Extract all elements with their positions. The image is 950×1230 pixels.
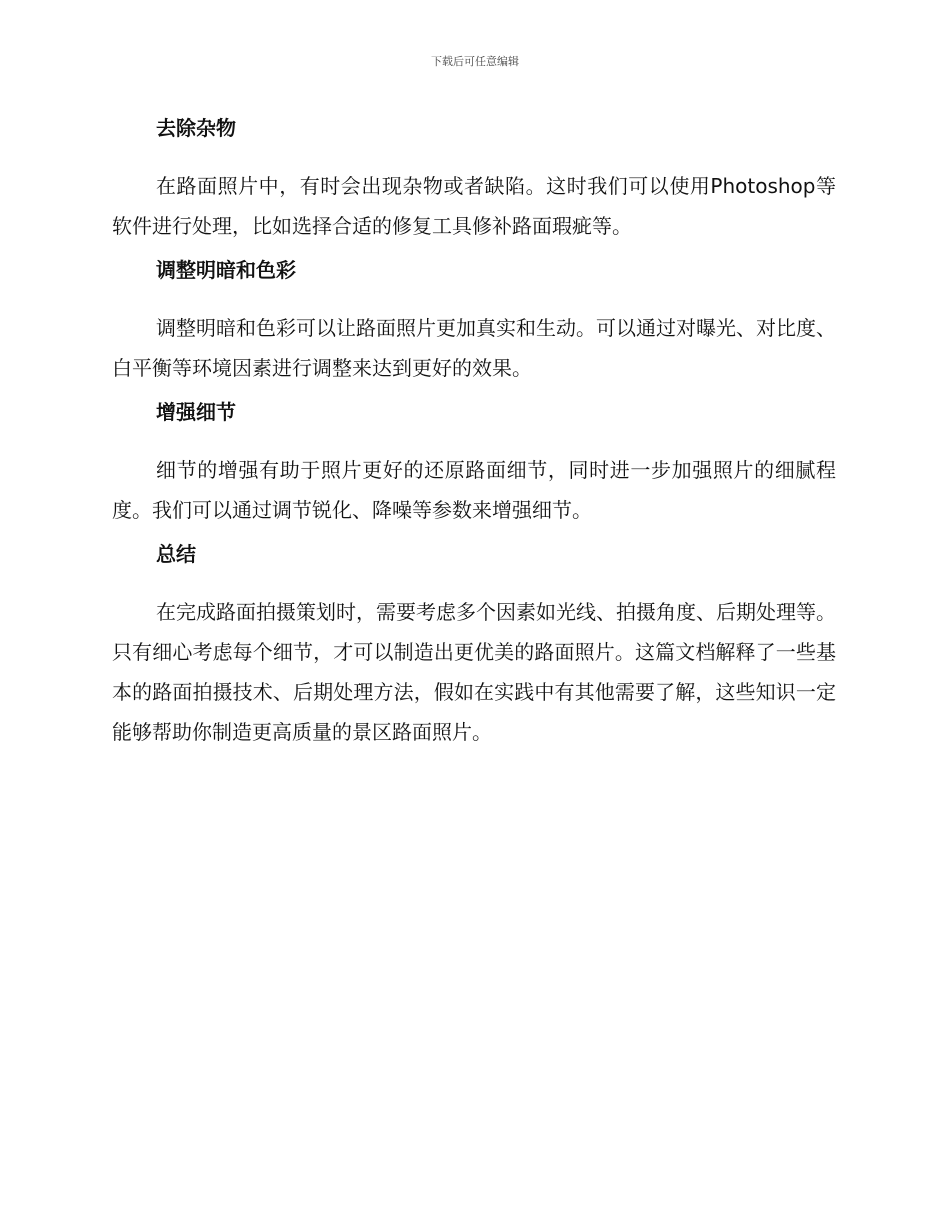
- section-heading-adjust-light-color: 调整明暗和色彩: [156, 258, 296, 282]
- section-heading-remove-debris: 去除杂物: [156, 116, 236, 140]
- section-paragraph-adjust-light-color: 调整明暗和色彩可以让路面照片更加真实和生动。可以通过对曝光、对比度、白平衡等环境因素进行调整来达到更好的效果。: [112, 316, 836, 380]
- section-heading-summary: 总结: [156, 542, 196, 566]
- page-header: 下载后可任意编辑: [431, 55, 519, 68]
- section-paragraph-enhance-detail: 细节的增强有助于照片更好的还原路面细节，同时进一步加强照片的细腻程度。我们可以通过调节锐化、降噪等参数来增强细节。: [112, 458, 836, 522]
- section-paragraph-summary: 在完成路面拍摄策划时，需要考虑多个因素如光线、拍摄角度、后期处理等。只有细心考虑每个细节，才可以制造出更优美的路面照片。这篇文档解释了一些基本的路面拍摄技术、后期处理方法，假如在实践中有其他需要了解，这些知识一定能够帮助你制造更高质量的景区路面照片。: [112, 600, 836, 744]
- document-body: [112, 112, 836, 752]
- section-paragraph-remove-debris: 在路面照片中，有时会出现杂物或者缺陷。这时我们可以使用Photoshop等软件进行处理，比如选择合适的修复工具修补路面瑕疵等。: [112, 174, 836, 238]
- section-heading-enhance-detail: 增强细节: [156, 400, 236, 424]
